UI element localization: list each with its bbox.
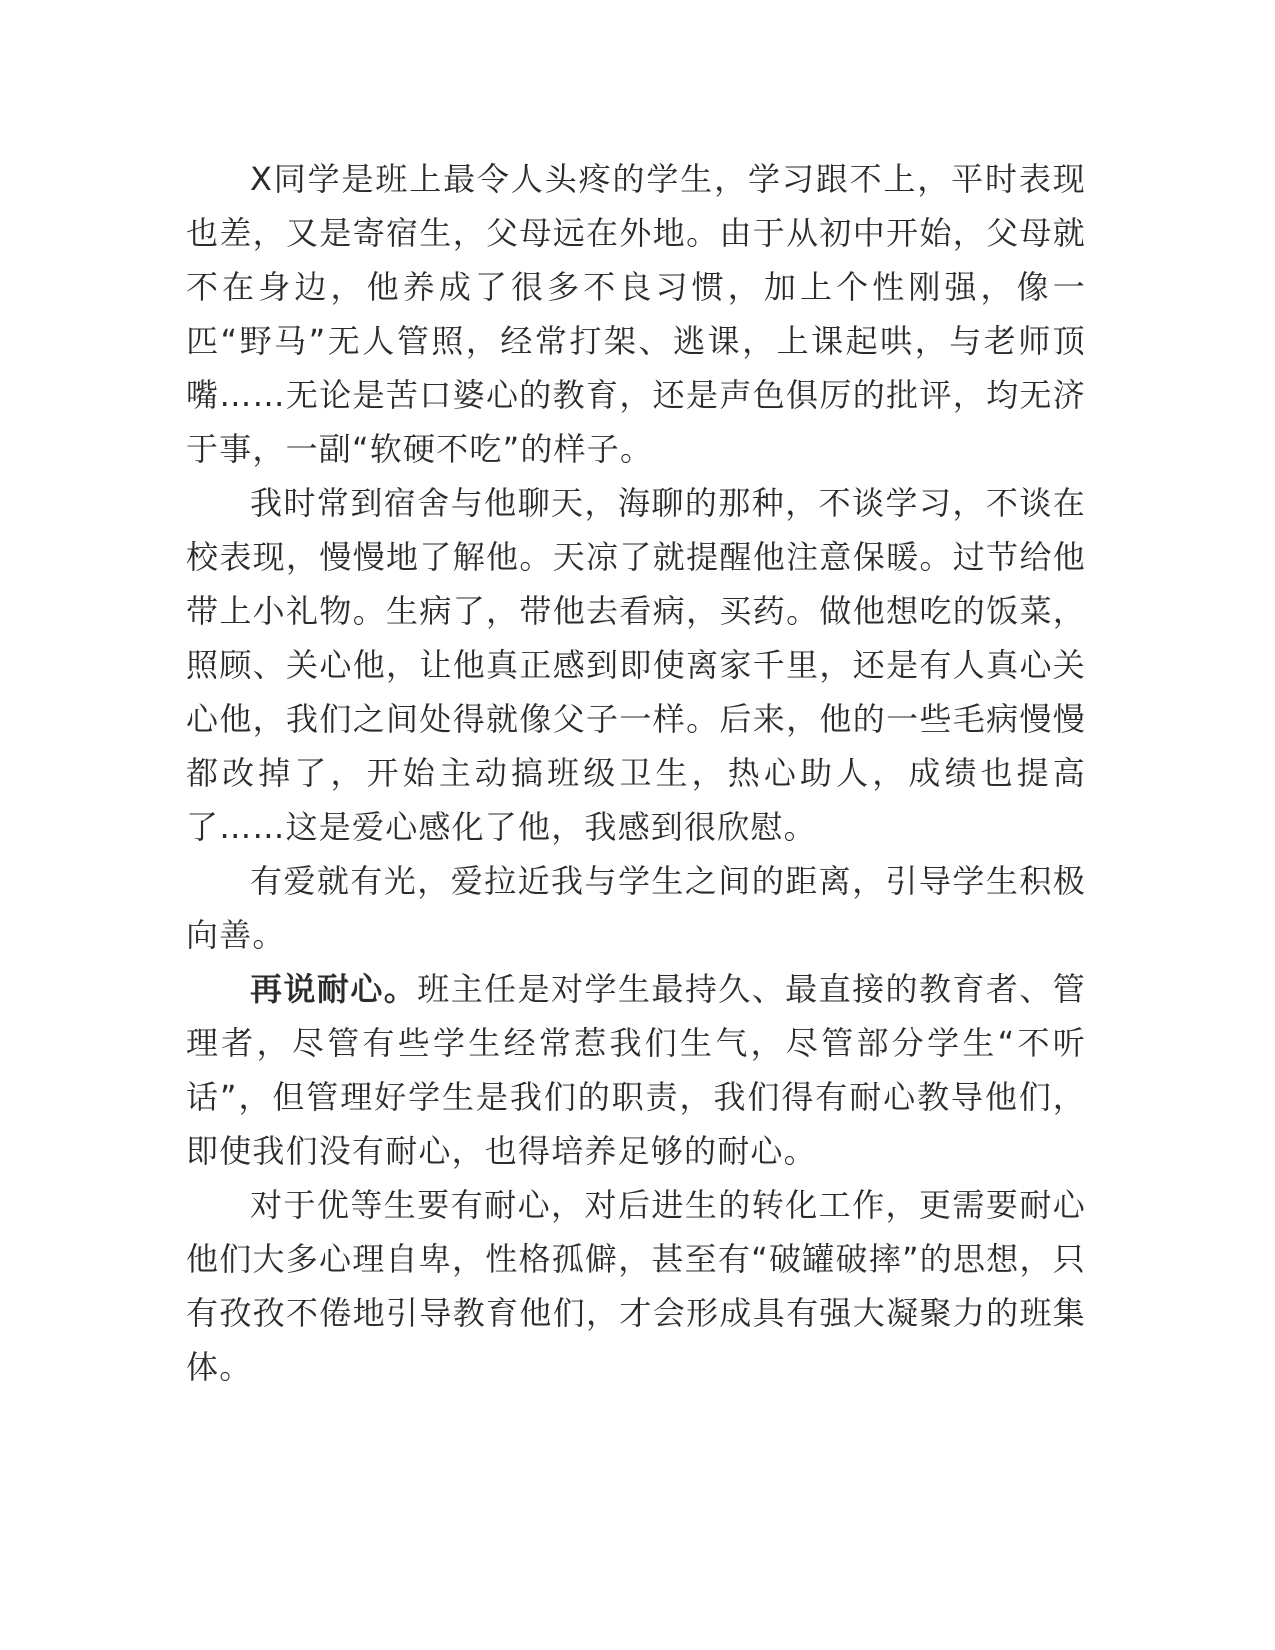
paragraph-1-text: X同学是班上最令人头疼的学生，学习跟不上，平时表现也差，又是寄宿生，父母远在外地。由于从初中开始，父母就不在身边，他养成了很多不良习惯，加上个性刚强，像一匹“野马”无人管照，经常打架、逃课，上课起哄，与老师顶嘴……无论是苦口婆心的教育，还是声色俱厉的批评，均无济于事，一副“软硬不吃”的样子。 [186, 160, 1086, 468]
paragraph-2 [186, 476, 1086, 854]
paragraph-3 [186, 854, 1086, 962]
paragraph-3-text: 有爱就有光，爱拉近我与学生之间的距离，引导学生积极向善。 [186, 862, 1086, 954]
paragraph-4-lead: 再说耐心。 [250, 970, 418, 1008]
paragraph-5-text: 对于优等生要有耐心，对后进生的转化工作，更需要耐心他们大多心理自卑，性格孤僻，甚至有“破罐破摔”的思想，只有孜孜不倦地引导教育他们，才会形成具有强大凝聚力的班集体。 [186, 1186, 1086, 1386]
paragraph-5 [186, 1178, 1086, 1394]
paragraph-4 [186, 962, 1086, 1178]
paragraph-1 [186, 152, 1086, 476]
paragraph-2-text: 我时常到宿舍与他聊天，海聊的那种，不谈学习，不谈在校表现，慢慢地了解他。天凉了就提醒他注意保暖。过节给他带上小礼物。生病了，带他去看病，买药。做他想吃的饭菜，照顾、关心他，让他真正感到即使离家千里，还是有人真心关心他，我们之间处得就像父子一样。后来，他的一些毛病慢慢都改掉了，开始主动搞班级卫生，热心助人，成绩也提高了……这是爱心感化了他，我感到很欣慰。 [186, 484, 1086, 846]
document-body [186, 152, 1086, 1394]
paragraph-4-text: 班主任是对学生最持久、最直接的教育者、管理者，尽管有些学生经常惹我们生气，尽管部分学生“不听话”，但管理好学生是我们的职责，我们得有耐心教导他们，即使我们没有耐心，也得培养足够的耐心。 [186, 970, 1086, 1170]
